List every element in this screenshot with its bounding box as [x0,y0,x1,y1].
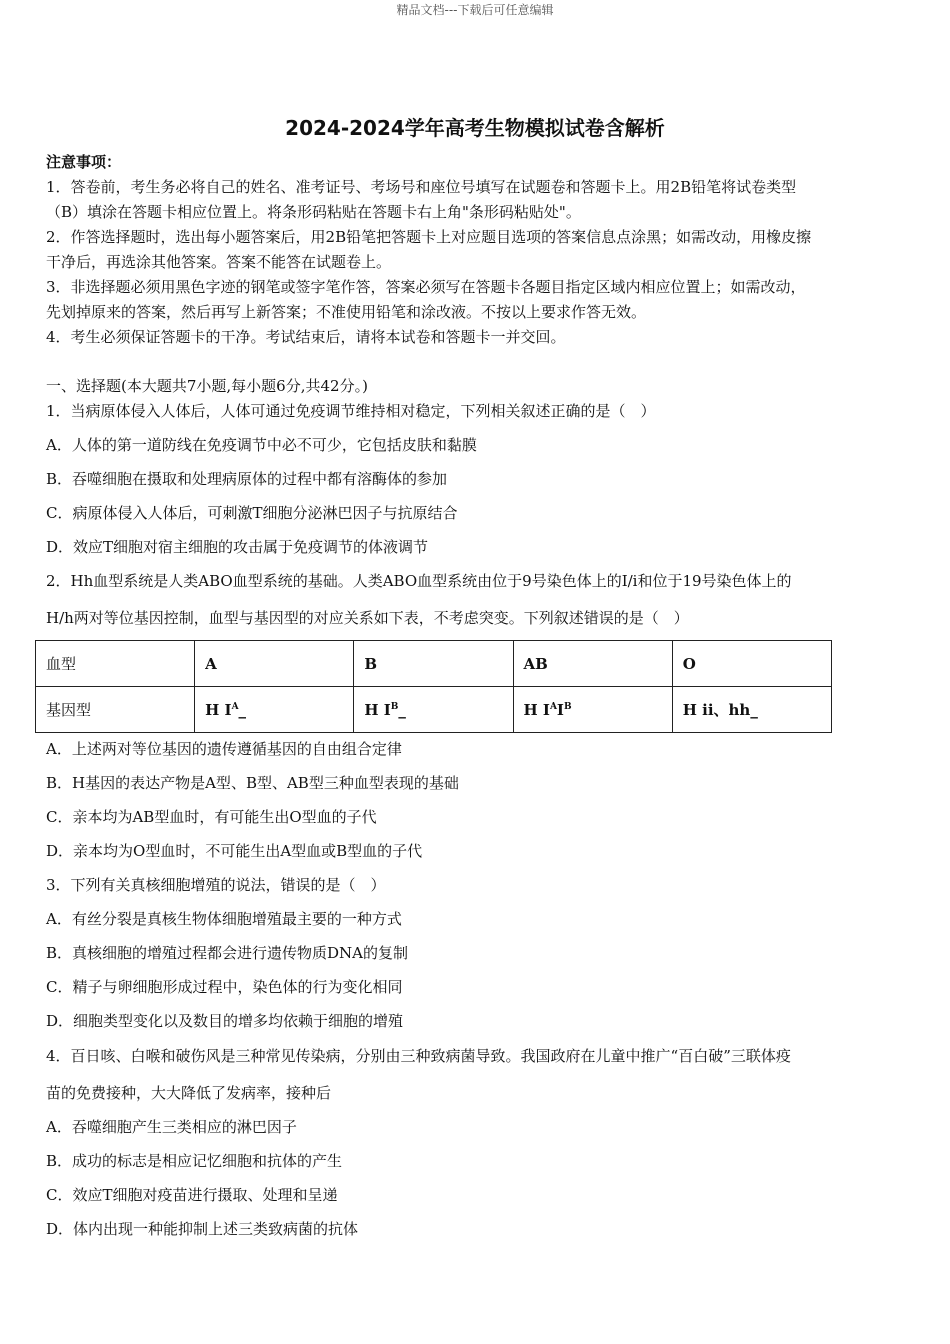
section-heading: 一、选择题(本大题共7小题,每小题6分,共42分。) [46,377,368,395]
page-title: 2024-2024学年高考生物模拟试卷含解析 [285,116,665,140]
question-1-option-a: A．人体的第一道防线在免疫调节中必不可少，它包括皮肤和黏膜 [46,436,477,454]
notice-line: 干净后，再选涂其他答案。答案不能答在试题卷上。 [46,253,392,271]
notice-line: 3．非选择题必须用黑色字迹的钢笔或签字笔作答，答案必须写在答题卡各题目指定区域内相应位置上；如需改动， [46,278,806,296]
question-2-option-a: A．上述两对等位基因的遗传遵循基因的自由组合定律 [46,740,402,758]
table-row [36,687,832,733]
notice-line: 4．考生必须保证答题卡的干净。考试结束后，请将本试卷和答题卡一并交回。 [46,328,566,346]
page-header: 精品文档---下载后可任意编辑 [396,3,554,17]
genotype-text: H I [364,700,391,719]
question-2-stem-cont: H/h两对等位基因控制，血型与基因型的对应关系如下表，不考虑突变。下列叙述错误的是（ ） [46,609,689,627]
table-cell: 血型 [36,641,195,687]
question-1-option-d: D．效应T细胞对宿主细胞的攻击属于免疫调节的体液调节 [46,538,429,556]
genotype-blank: _ [398,700,406,719]
question-2-option-b: B．H基因的表达产物是A型、B型、AB型三种血型表现的基础 [46,774,459,792]
table-cell: 基因型 [36,687,195,733]
question-3-stem: 3．下列有关真核细胞增殖的说法，错误的是（ ） [46,876,386,894]
question-1-option-c: C．病原体侵入人体后，可刺激T细胞分泌淋巴因子与抗原结合 [46,504,458,522]
question-4-option-c: C．效应T细胞对疫苗进行摄取、处理和呈递 [46,1186,338,1204]
table-cell [195,687,354,733]
table-cell: O [672,641,831,687]
blood-type-table [35,640,832,733]
question-3-option-b: B．真核细胞的增殖过程都会进行遗传物质DNA的复制 [46,944,409,962]
notice-heading: 注意事项： [46,153,122,171]
question-3-option-d: D．细胞类型变化以及数目的增多均依赖于细胞的增殖 [46,1012,404,1030]
genotype-text: I [556,700,564,719]
question-4-stem: 4．百日咳、白喉和破伤风是三种常见传染病，分别由三种致病菌导致。我国政府在儿童中推广“百白破”三联体疫 [46,1047,791,1065]
question-2-stem: 2．Hh血型系统是人类ABO血型系统的基础。人类ABO血型系统由位于9号染色体上的I/i和位于19号染色体上的 [46,572,792,590]
question-4-option-b: B．成功的标志是相应记忆细胞和抗体的产生 [46,1152,343,1170]
allele-superscript: B [390,701,399,712]
question-2-option-c: C．亲本均为AB型血时，有可能生出O型血的子代 [46,808,377,826]
question-1-stem: 1．当病原体侵入人体后，人体可通过免疫调节维持相对稳定，下列相关叙述正确的是（ ） [46,402,656,420]
table-cell: B [354,641,513,687]
table-cell [672,687,831,733]
question-3-option-c: C．精子与卵细胞形成过程中，染色体的行为变化相同 [46,978,403,996]
notice-line: 先划掉原来的答案，然后再写上新答案；不准使用铅笔和涂改液。不按以上要求作答无效。 [46,303,647,321]
table-cell [354,687,513,733]
question-4-option-d: D．体内出现一种能抑制上述三类致病菌的抗体 [46,1220,359,1238]
table-row [36,641,832,687]
question-4-stem-cont: 苗的免费接种，大大降低了发病率，接种后 [46,1084,332,1102]
genotype-blank: _ [238,700,247,719]
allele-superscript: A [549,701,557,712]
table-cell: A [195,641,354,687]
question-3-option-a: A．有丝分裂是真核生物体细胞增殖最主要的一种方式 [46,910,402,928]
notice-line: （B）填涂在答题卡相应位置上。将条形码粘贴在答题卡右上角"条形码粘贴处"。 [46,203,581,221]
table-cell: AB [513,641,672,687]
allele-superscript: A [231,701,239,712]
table-cell [513,687,672,733]
genotype-text: H I [523,700,550,719]
genotype-blank: _ [750,701,758,719]
allele-superscript: B [563,701,572,712]
notice-line: 1．答卷前，考生务必将自己的姓名、准考证号、考场号和座位号填写在试题卷和答题卡上。用2B铅笔将试卷类型 [46,178,797,196]
genotype-text: H ii、hh [682,701,751,719]
question-2-option-d: D．亲本均为O型血时，不可能生出A型血或B型血的子代 [46,842,423,860]
question-1-option-b: B．吞噬细胞在摄取和处理病原体的过程中都有溶酶体的参加 [46,470,448,488]
notice-line: 2．作答选择题时，选出每小题答案后，用2B铅笔把答题卡上对应题目选项的答案信息点涂黑；如需改动，用橡皮擦 [46,228,812,246]
question-4-option-a: A．吞噬细胞产生三类相应的淋巴因子 [46,1118,297,1136]
genotype-text: H I [205,700,232,719]
